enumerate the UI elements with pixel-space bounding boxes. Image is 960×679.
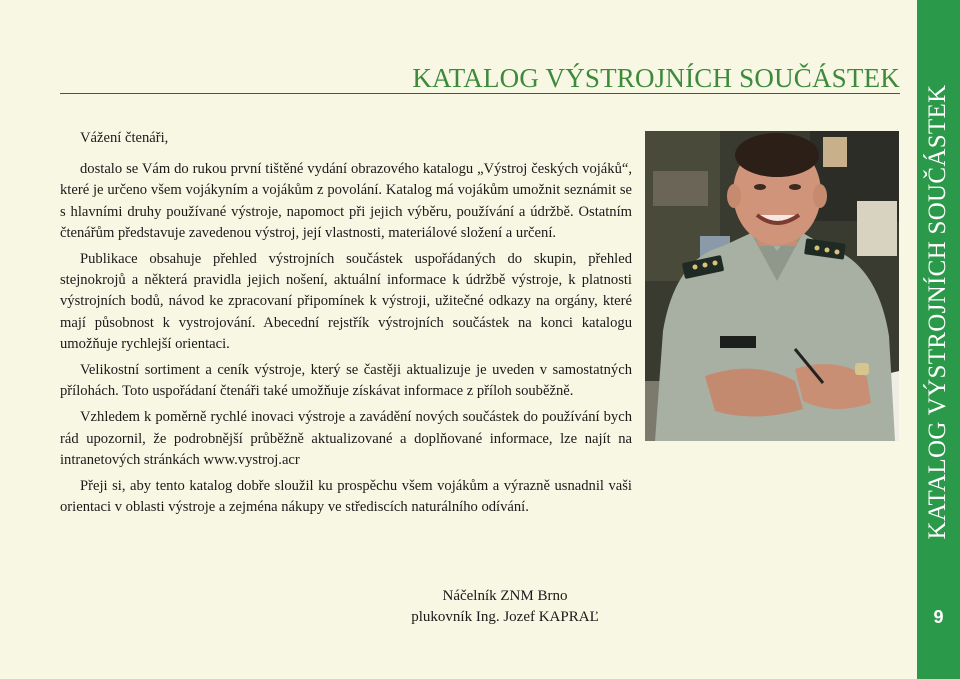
signature-block (395, 586, 615, 628)
greeting: Vážení čtenáři, (80, 130, 169, 146)
paragraph-intro: dostalo se Vám do rukou první tištěné vydání obrazového katalogu „Výstroj českých vojáků“, které je určeno všem vojákyním a vojákům z povolání. Katalog má vojákům umožnit seznámit se s hlavními druhy používané výstroje, napomoct při jejich výběru, používání a údržbě. Ostatním čtenářům představuje zavedenou výstroj, její vlastnosti, materiálové složení a určení. (60, 161, 632, 241)
header-divider (60, 93, 900, 94)
page-title: KATALOG VÝSTROJNÍCH SOUČÁSTEK (412, 63, 900, 93)
paragraph-innovation: Vzhledem k poměrně rychlé inovaci výstroje a zavádění nových součástek do používání bych rád upozornil, že podrobnější průběžně aktualizované a doplňované informace, lze najít na intranetových stránkách www.vystroj.acr (60, 409, 632, 468)
officer-portrait-photo (645, 131, 899, 441)
paragraph-closing: Přeji si, aby tento katalog dobře sloužil ku prospěchu všem vojákům a výrazně usnadnil vaši orientaci v oblasti výstroje a zejména nákupy ve střediscích naturálního odívání. (60, 478, 632, 516)
letter-body (60, 128, 632, 523)
signature-position: Náčelník ZNM Brno (442, 588, 568, 604)
paragraph-appendices: Velikostní sortiment a ceník výstroje, který se častěji aktualizuje je uveden v samostatných přílohách. Toto uspořádaní čtenáři také umožňuje získávat informace z příloh souběžně. (60, 362, 632, 400)
signature-name: plukovník Ing. Jozef KAPRAĽ (411, 609, 599, 625)
page-number: 9 (933, 607, 944, 627)
side-title: KATALOG VÝSTROJNÍCH SOUČÁSTEK (924, 84, 951, 540)
paragraph-contents: Publikace obsahuje přehled výstrojních součástek uspořádaných do skupin, přehled stejnokrojů a některá pravidla jejich nošení, aktuální informace k údržbě výstroje, k platnosti výstrojních bodů, návod ke zpracovaní připomínek k výstroji, užitečné odkazy na orgány, které mají působnost k vystrojování. Abecední rejstřík výstrojních součástek na konci katalogu umožňuje rychlejší orientaci. (60, 251, 632, 352)
